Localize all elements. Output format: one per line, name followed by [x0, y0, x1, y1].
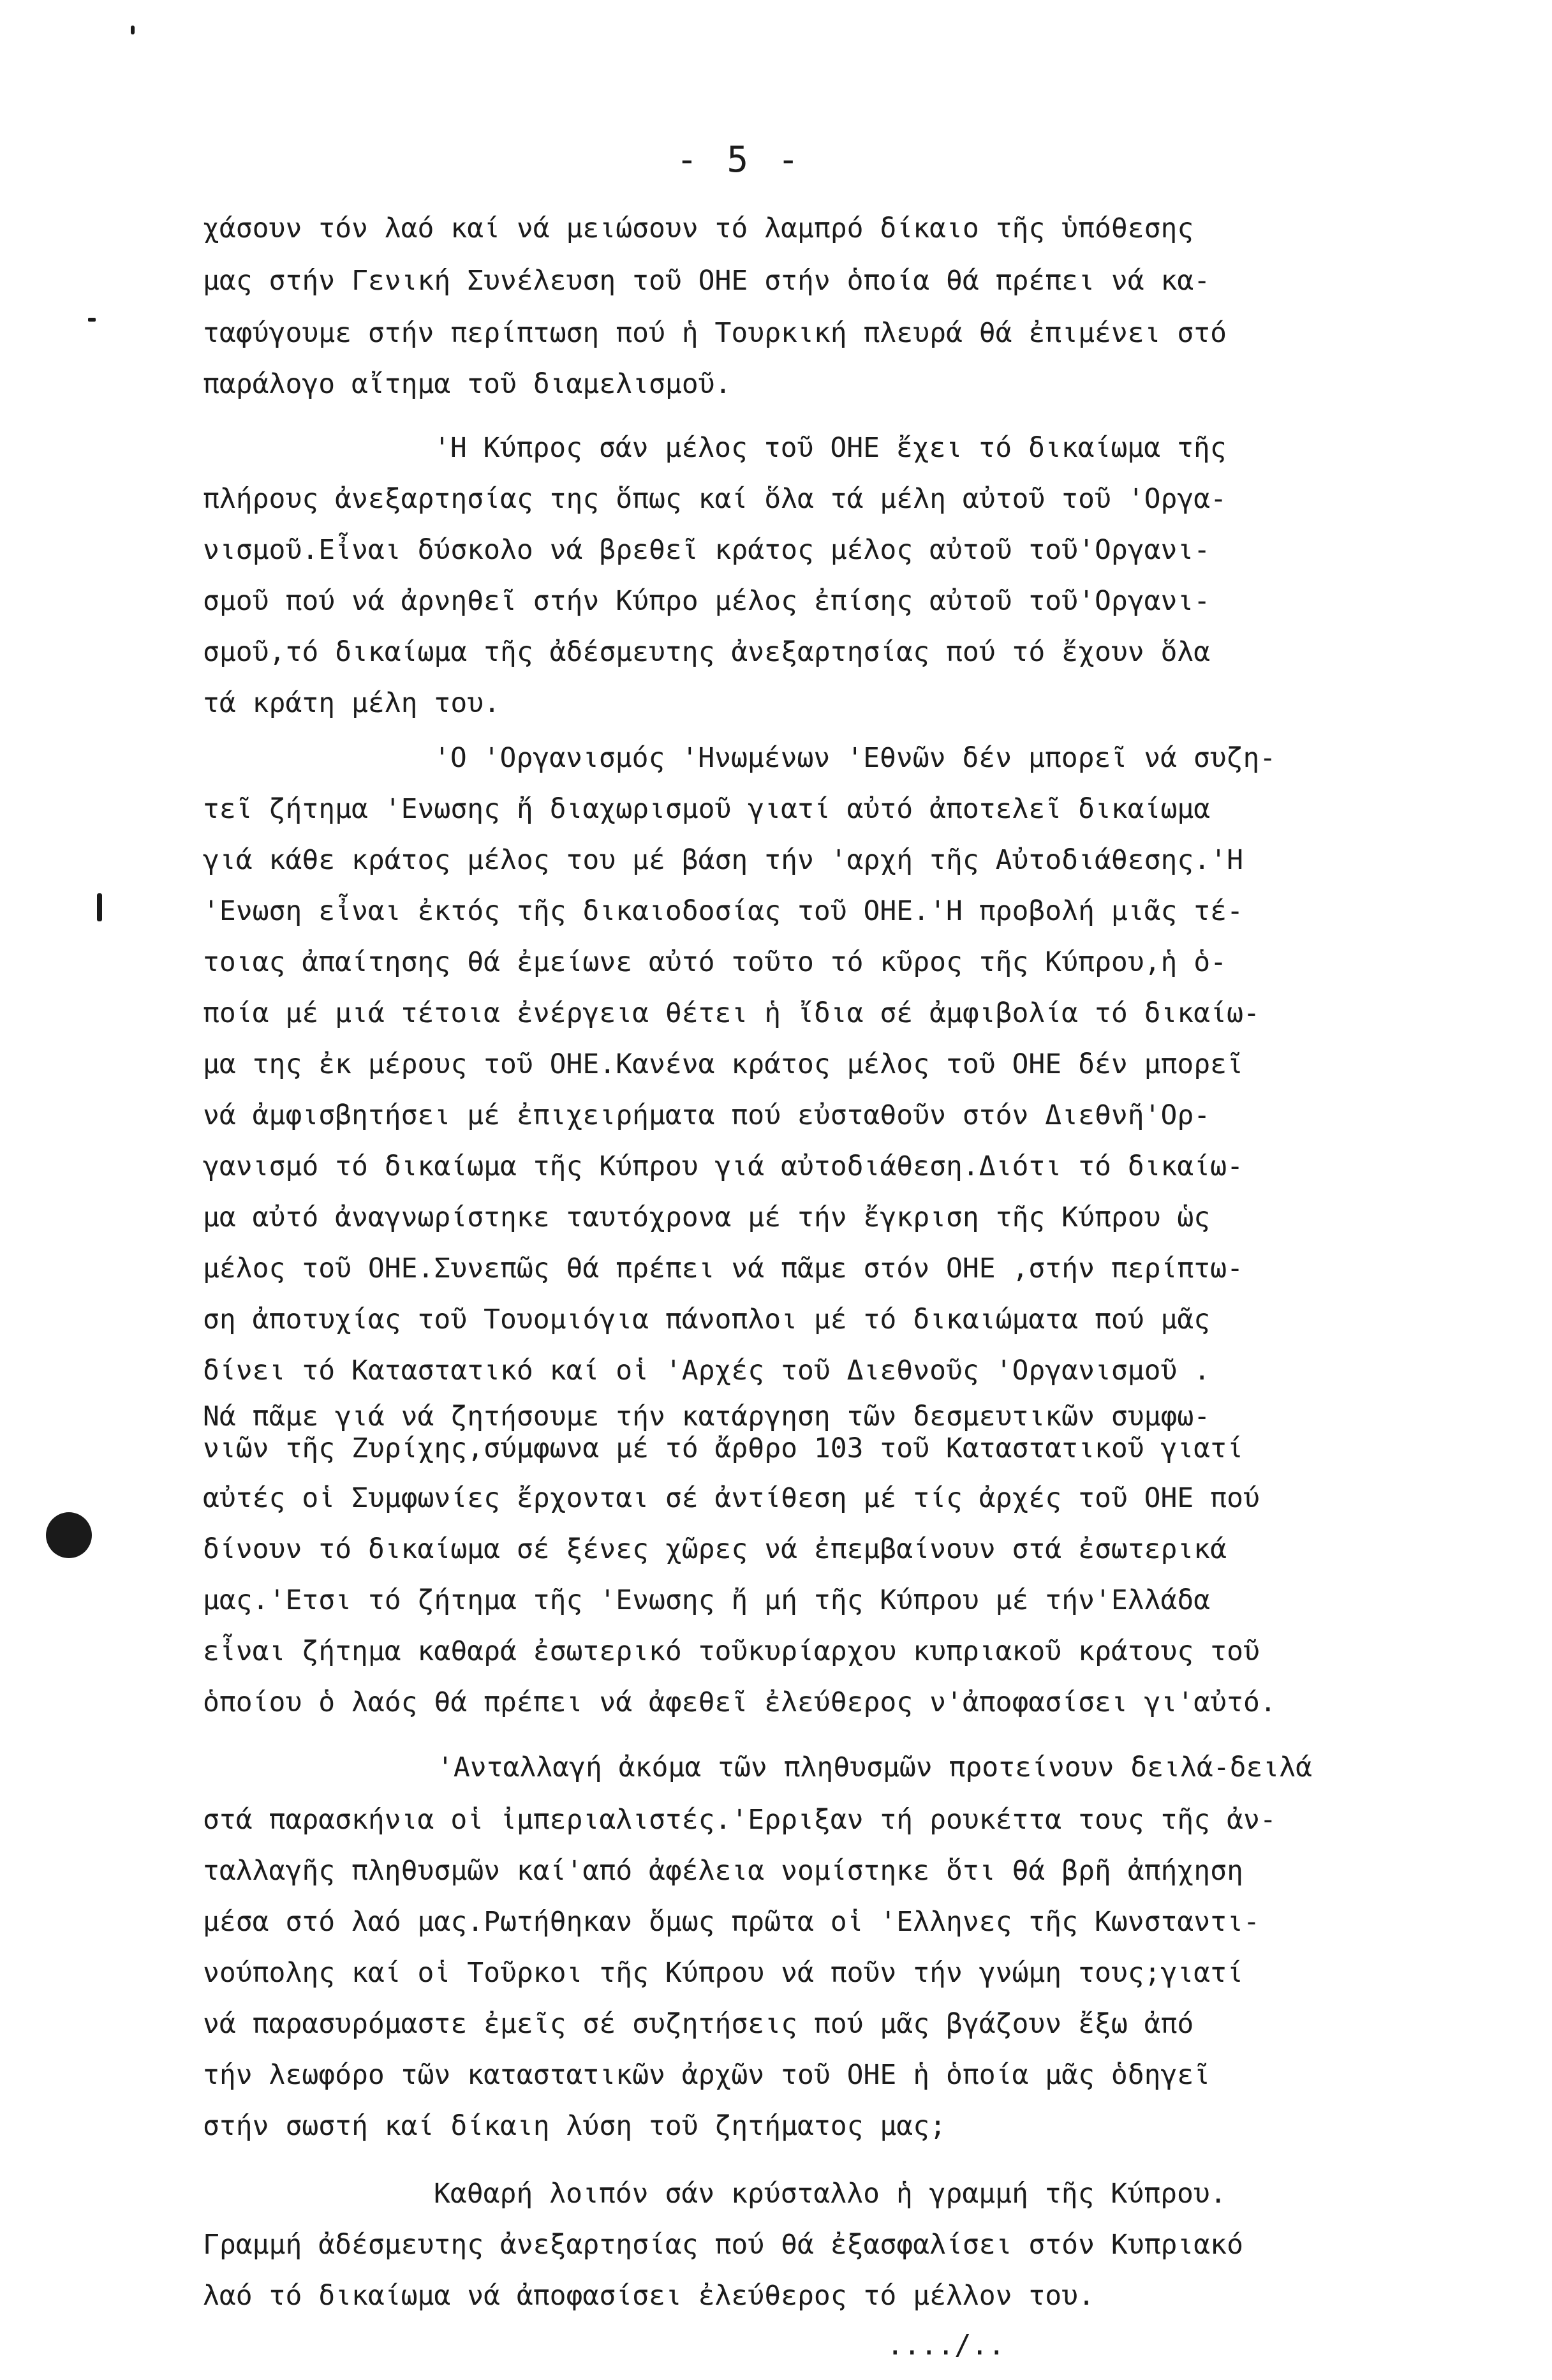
text-line: μέσα στό λαό μας.Ρωτήθηκαν ὅμως πρῶτα οἱ 'Ελληνες τῆς Κωνσταντι-	[203, 1906, 1260, 1938]
text-line: 'Ενωση εἶναι ἐκτός τῆς δικαιοδοσίας τοῦ ΟΗΕ.'Η προβολή μιᾶς τέ-	[203, 895, 1243, 927]
scan-dot	[131, 26, 135, 34]
text-line: νιῶν τῆς Ζυρίχης,σύμφωνα μέ τό ἄρθρο 103 τοῦ Καταστατικοῦ γιατί	[203, 1432, 1243, 1464]
text-line: Γραμμή ἀδέσμευτης ἀνεξαρτησίας πού θά ἐξασφαλίσει στόν Κυπριακό	[203, 2229, 1243, 2261]
text-line: Νά πᾶμε γιά νά ζητήσουμε τήν κατάργηση τῶν δεσμευτικῶν συμφω-	[203, 1401, 1211, 1432]
text-line: αὐτές οἱ Συμφωνίες ἔρχονται σέ ἀντίθεση μέ τίς ἀρχές τοῦ ΟΗΕ πού	[203, 1482, 1260, 1514]
text-line: γιά κάθε κράτος μέλος του μέ βάση τήν 'αρχή τῆς Αὐτοδιάθεσης.'Η	[203, 844, 1243, 876]
text-line: δίνει τό Καταστατικό καί οἱ 'Αρχές τοῦ Διεθνοῦς 'Οργανισμοῦ .	[203, 1355, 1211, 1387]
text-line: τεῖ ζήτημα 'Ενωσης ἤ διαχωρισμοῦ γιατί αὐτό ἀποτελεῖ δικαίωμα	[203, 793, 1211, 825]
punch-hole-mark	[46, 1512, 92, 1558]
text-line: στήν σωστή καί δίκαιη λύση τοῦ ζητήματος μας;	[203, 2110, 946, 2142]
text-line: 'Ανταλλαγή ἀκόμα τῶν πληθυσμῶν προτείνουν δειλά-δειλά	[437, 1752, 1313, 1783]
text-line: μα της ἐκ μέρους τοῦ ΟΗΕ.Κανένα κράτος μέλος τοῦ ΟΗΕ δέν μπορεῖ	[203, 1048, 1243, 1080]
text-line: σμοῦ,τό δικαίωμα τῆς ἀδέσμευτης ἀνεξαρτησίας πού τό ἔχουν ὅλα	[203, 636, 1211, 668]
text-line: Καθαρή λοιπόν σάν κρύσταλλο ἡ γραμμή τῆς Κύπρου.	[434, 2178, 1227, 2210]
text-line: πλήρους ἀνεξαρτησίας της ὅπως καί ὅλα τά μέλη αὐτοῦ τοῦ 'Οργα-	[203, 483, 1227, 515]
text-line: παράλογο αἴτημα τοῦ διαμελισμοῦ.	[203, 368, 732, 400]
text-line: 'Η Κύπρος σάν μέλος τοῦ ΟΗΕ ἔχει τό δικαίωμα τῆς	[434, 432, 1227, 464]
text-line: λαό τό δικαίωμα νά ἀποφασίσει ἐλεύθερος τό μέλλον του.	[203, 2280, 1095, 2312]
text-line: ποία μέ μιά τέτοια ἐνέργεια θέτει ἡ ἴδια σέ ἀμφιβολία τό δικαίω-	[203, 997, 1260, 1029]
text-line: μας.'Ετσι τό ζήτημα τῆς 'Ενωσης ἤ μή τῆς Κύπρου μέ τήν'Ελλάδα	[203, 1584, 1211, 1616]
text-line: 'Ο 'Οργανισμός 'Ηνωμένων 'Εθνῶν δέν μπορεῖ νά συζη-	[434, 742, 1276, 774]
text-line: νισμοῦ.Εἶναι δύσκολο νά βρεθεῖ κράτος μέλος αὐτοῦ τοῦ'Οργανι-	[203, 534, 1211, 566]
text-line: χάσουν τόν λαό καί νά μειώσουν τό λαμπρό δίκαιο τῆς ὑπόθεσης	[203, 212, 1194, 244]
scan-dot	[97, 893, 102, 921]
text-line: νά ἀμφισβητήσει μέ ἐπιχειρήματα πού εὐσταθοῦν στόν Διεθνῆ'Ορ-	[203, 1099, 1211, 1131]
text-line: ὁποίου ὁ λαός θά πρέπει νά ἀφεθεῖ ἐλεύθερος ν'ἀποφασίσει γι'αὐτό.	[203, 1686, 1276, 1718]
continuation-mark: ..../..	[887, 2329, 1005, 2361]
text-line: εἶναι ζήτημα καθαρά ἐσωτερικό τοῦκυρίαρχου κυπριακοῦ κράτους τοῦ	[203, 1635, 1260, 1667]
scan-dot	[88, 318, 96, 322]
page-number: - 5 -	[676, 139, 803, 181]
text-line: ταφύγουμε στήν περίπτωση πού ἡ Τουρκική πλευρά θά ἐπιμένει στό	[203, 317, 1227, 349]
text-line: ταλλαγῆς πληθυσμῶν καί'από ἀφέλεια νομίστηκε ὅτι θά βρῆ ἀπήχηση	[203, 1855, 1243, 1887]
text-line: μας στήν Γενική Συνέλευση τοῦ ΟΗΕ στήν ὁποία θά πρέπει νά κα-	[203, 265, 1211, 297]
text-line: νούπολης καί οἱ Τοῦρκοι τῆς Κύπρου νά ποῦν τήν γνώμη τους;γιατί	[203, 1957, 1243, 1989]
text-line: γανισμό τό δικαίωμα τῆς Κύπρου γιά αὐτοδιάθεση.Διότι τό δικαίω-	[203, 1150, 1243, 1182]
text-line: στά παρασκήνια οἱ ἰμπεριαλιστές.'Ερριξαν τή ρουκέττα τους τῆς ἀν-	[203, 1804, 1276, 1836]
text-line: τήν λεωφόρο τῶν καταστατικῶν ἀρχῶν τοῦ ΟΗΕ ἡ ὁποία μᾶς ὁδηγεῖ	[203, 2059, 1211, 2091]
text-line: ση ἀποτυχίας τοῦ Τουομιόγια πάνοπλοι μέ τό δικαιώματα πού μᾶς	[203, 1304, 1211, 1335]
text-line: τά κράτη μέλη του.	[203, 687, 500, 719]
text-line: σμοῦ πού νά ἀρνηθεῖ στήν Κύπρο μέλος ἐπίσης αὐτοῦ τοῦ'Οργανι-	[203, 585, 1211, 617]
text-line: μέλος τοῦ ΟΗΕ.Συνεπῶς θά πρέπει νά πᾶμε στόν ΟΗΕ ,στήν περίπτω-	[203, 1253, 1243, 1284]
text-line: νά παρασυρόμαστε ἐμεῖς σέ συζητήσεις πού μᾶς βγάζουν ἔξω ἀπό	[203, 2008, 1194, 2040]
text-line: δίνουν τό δικαίωμα σέ ξένες χῶρες νά ἐπεμβαίνουν στά ἐσωτερικά	[203, 1533, 1227, 1565]
text-line: μα αὐτό ἀναγνωρίστηκε ταυτόχρονα μέ τήν ἔγκριση τῆς Κύπρου ὡς	[203, 1201, 1211, 1233]
text-line: τοιας ἀπαίτησης θά ἐμείωνε αὐτό τοῦτο τό κῦρος τῆς Κύπρου,ἡ ὁ-	[203, 946, 1227, 978]
